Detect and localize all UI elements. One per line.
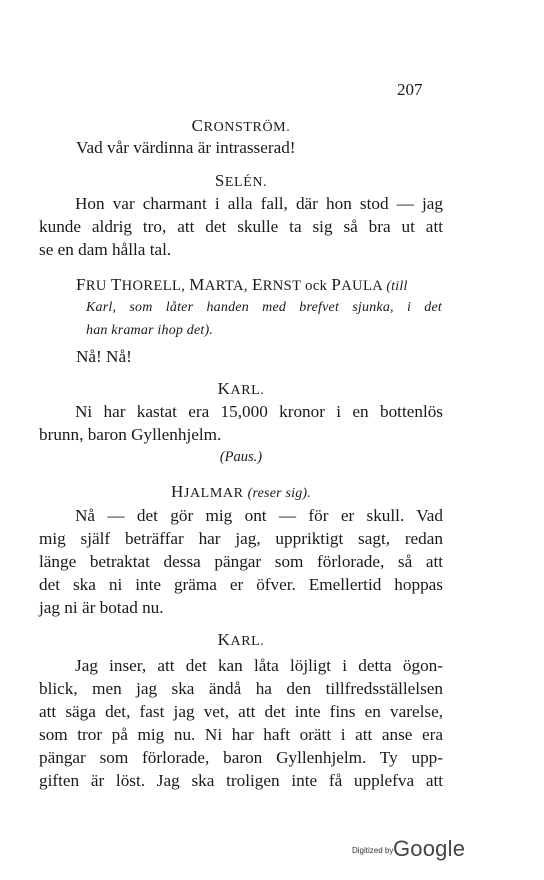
- stage-direction: Karl, som låter handen med brefvet sjunka, i det: [86, 300, 442, 315]
- dialogue-line: kunde aldrig tro, att det skulle ta sig så bra ut att: [39, 217, 443, 236]
- dialogue-line: mig själf beträffar har jag, uppriktigt sagt, redan: [39, 529, 443, 548]
- speaker-heading: CRONSTRÖM.: [191, 116, 291, 135]
- dialogue-line: som tror på mig nu. Ni har haft orätt i att anse era: [39, 725, 443, 744]
- speaker-heading: SELÉN.: [214, 171, 268, 190]
- stage-direction: (reser sig).: [247, 486, 311, 501]
- dialogue-line: pängar som förlorade, baron Gyllenhjelm. Ty upp-: [39, 748, 443, 767]
- digitized-by-label: Digitized by: [352, 846, 394, 855]
- dialogue-line: giften är löst. Jag ska troligen inte få upplefva att: [39, 771, 443, 790]
- stage-direction: han kramar ihop det).: [86, 323, 214, 338]
- dialogue-line: Hon var charmant i alla fall, där hon stod — jag: [75, 194, 443, 213]
- dialogue-line: Vad vår värdinna är intrasserad!: [76, 138, 296, 157]
- dialogue-line: Nå! Nå!: [76, 347, 132, 366]
- dialogue-line: det ska ni inte gräma er öfver. Emellertid hoppas: [39, 575, 443, 594]
- stage-direction-pause: (Paus.): [219, 449, 263, 465]
- dialogue-line: Jag inser, att det kan låta löjligt i detta ögon-: [75, 656, 443, 675]
- dialogue-line: blick, men jag ska ändå ha den tillfredsställelsen: [39, 679, 443, 698]
- dialogue-line: länge betraktat dessa pängar som förlorade, så att: [39, 552, 443, 571]
- speaker-heading: KARL.: [217, 630, 265, 649]
- stage-direction: (till: [386, 279, 408, 294]
- dialogue-line: brunn, baron Gyllenhjelm.: [39, 425, 222, 444]
- dialogue-line: jag ni är botad nu.: [39, 598, 164, 617]
- speaker-heading: KARL.: [217, 379, 265, 398]
- dialogue-line: att säga det, fast jag vet, att det inte fins en varelse,: [39, 702, 443, 721]
- speaker-heading: HJALMAR: [171, 482, 244, 501]
- google-logo: Google: [393, 836, 466, 861]
- page-number: 207: [397, 80, 423, 99]
- dialogue-line: Nå — det gör mig ont — för er skull. Vad: [75, 506, 443, 525]
- dialogue-line: Ni har kastat era 15,000 kronor i en bottenlös: [75, 402, 443, 421]
- stage-direction-group: [76, 274, 442, 298]
- dialogue-line: se en dam hålla tal.: [39, 240, 172, 259]
- speaker-group: FRU THORELL, MARTA, ERNST ock PAULA: [76, 275, 383, 294]
